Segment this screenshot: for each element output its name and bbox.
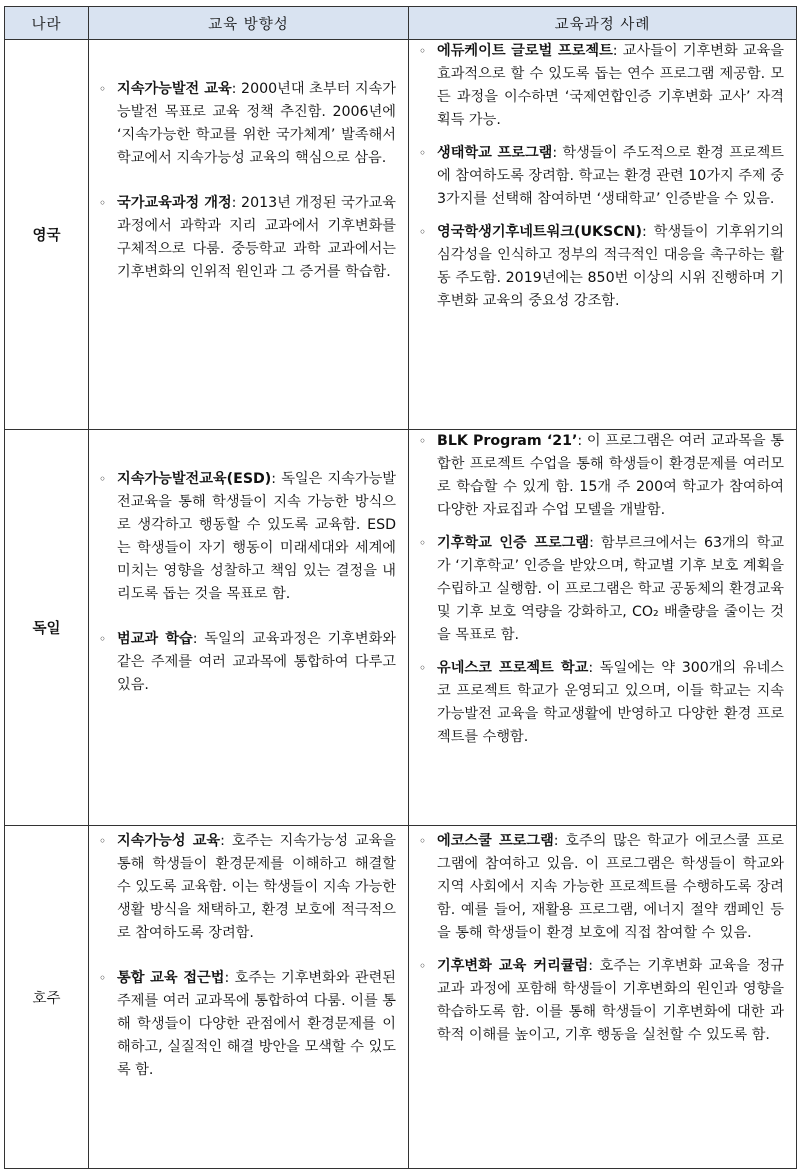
- list-item: ◦ 범교과 학습: 독일의 교육과정은 기후변화와 같은 주제를 여러 교과목에 통합하여 다루고 있음.: [99, 631, 396, 693]
- list-item: ◦ 영국학생기후네트워크(UKSCN): 학생들이 기후위기의 심각성을 인식하고 정부의 적극적인 대응을 촉구하는 활동 주도함. 2019년에는 850번 이상의 시위 진행하며 기후변화 교육의 중요성 강조함.: [419, 224, 784, 309]
- list-item: ◦ 생태학교 프로그램: 학생들이 주도적으로 환경 프로젝트에 참여하도록 장려함. 학교는 환경 관련 10가지 주제 중 3가지를 선택해 참여하면 ‘생태학교’ 인증받을 수 있음.: [419, 145, 784, 207]
- direction-cell: [89, 826, 409, 1169]
- list-item: ◦ 통합 교육 접근법: 호주는 기후변화와 관련된 주제를 여러 교과목에 통합하여 다룸. 이를 통해 학생들이 다양한 관점에서 환경문제를 이해하고, 실질적인 해결 방안을 모색할 수 있도록 함.: [99, 970, 396, 1078]
- comparison-table: [4, 6, 797, 1169]
- table-row-germany: [5, 430, 797, 826]
- list-item: ◦ 에코스쿨 프로그램: 호주의 많은 학교가 에코스쿨 프로그램에 참여하고 있음. 이 프로그램은 학생들이 학교와 지역 사회에서 지속 가능한 프로젝트를 수행하도록 장려함. 예를 들어, 재활용 프로그램, 에너지 절약 캠페인 등을 통해 학생들이 환경 보호에 직접 참여할 수 있음.: [419, 833, 785, 941]
- list-item: ◦ 지속가능성 교육: 호주는 지속가능성 교육을 통해 학생들이 환경문제를 이해하고 해결할 수 있도록 교육함. 이는 학생들이 지속 가능한 생활 방식을 채택하고, 환경 보호에 적극적으로 참여하도록 장려함.: [99, 833, 396, 941]
- header-direction: 교육 방향성: [89, 7, 409, 40]
- table-header-row: [5, 7, 797, 40]
- header-examples: 교육과정 사례: [409, 7, 797, 40]
- list-item: ◦ 기후학교 인증 프로그램: 함부르크에서는 63개의 학교가 ‘기후학교’ 인증을 받았으며, 학교별 기후 보호 계획을 수립하고 실행함. 이 프로그램은 학교 공동체의 환경교육 및 기후 보호 역량을 강화하고, CO₂ 배출량을 줄이는 것을 목표로 함.: [419, 535, 784, 643]
- list-item: ◦ 유네스코 프로젝트 학교: 독일에는 약 300개의 유네스코 프로젝트 학교가 운영되고 있으며, 이들 학교는 지속가능발전 교육을 학교생활에 반영하고 다양한 환경 프로젝트를 수행함.: [419, 660, 785, 745]
- country-cell: 독일: [5, 430, 89, 826]
- direction-cell: [89, 430, 409, 826]
- list-item: ◦ 지속가능발전교육(ESD): 독일은 지속가능발전교육을 통해 학생들이 지속 가능한 방식으로 생각하고 행동할 수 있도록 교육함. ESD는 학생들이 자기 행동이 미래세대와 세계에 미치는 영향을 성찰하고 책임 있는 결정을 내리도록 돕는 것을 목표로 함.: [99, 471, 396, 602]
- table-row-uk: [5, 40, 797, 430]
- direction-cell: [89, 40, 409, 430]
- list-item: ◦ 지속가능발전 교육: 2000년대 초부터 지속가능발전 목표로 교육 정책 추진함. 2006년에 ‘지속가능한 학교를 위한 국가체계’ 발족해서 학교에서 지속가능성 교육의 핵심으로 삼음.: [99, 81, 396, 166]
- list-item: ◦ 국가교육과정 개정: 2013년 개정된 국가교육과정에서 과학과 지리 교과에서 기후변화를 구체적으로 다룸. 중등학교 과학 교과에서는 기후변화의 인위적 원인과 그 증거를 학습함.: [99, 195, 396, 280]
- examples-cell: [409, 430, 797, 826]
- table-row-australia: [5, 826, 797, 1169]
- country-cell: 호주: [5, 826, 89, 1169]
- country-cell: 영국: [5, 40, 89, 430]
- list-item: ◦ BLK Program ‘21’: 이 프로그램은 여러 교과목을 통합한 프로젝트 수업을 통해 학생들이 환경문제를 여러모로 학습할 수 있게 함. 15개 주 200여 학교가 참여하여 다양한 자료집과 수업 모델을 개발함.: [419, 433, 784, 518]
- list-item: ◦ 에듀케이트 글로벌 프로젝트: 교사들이 기후변화 교육을 효과적으로 할 수 있도록 돕는 연수 프로그램 제공함. 모든 과정을 이수하면 ‘국제연합인증 기후변화 교사’ 자격 획득 가능.: [419, 43, 784, 128]
- examples-cell: [409, 40, 797, 430]
- header-country: 나라: [5, 7, 89, 40]
- list-item: ◦ 기후변화 교육 커리큘럼: 호주는 기후변화 교육을 정규 교과 과정에 포함해 학생들이 기후변화의 원인과 영향을 학습하도록 함. 이를 통해 학생들이 기후변화에 대한 과학적 이해를 높이고, 기후 행동을 실천할 수 있도록 함.: [419, 958, 784, 1043]
- examples-cell: [409, 826, 797, 1169]
